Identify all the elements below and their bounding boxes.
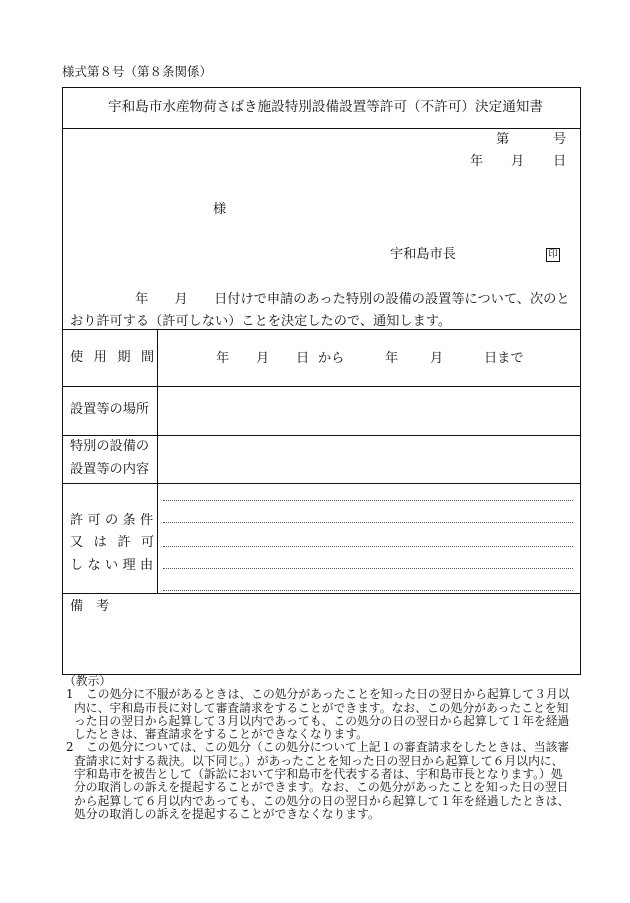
note-2-text: から起算して６月以内であっても、この処分の日の翌日から起算して１年を経過したときは、	[74, 793, 570, 808]
equipment-row-rule	[62, 483, 581, 484]
note-2-text: 分の取消しの訴えを提起することができます。なお、この処分があったことを知った日の翌日	[74, 780, 569, 795]
date-day: 日	[553, 154, 567, 169]
conditions-label-line-3: しない理由	[70, 558, 158, 573]
note-1-text: 内に、宇和島市長に対して審査請求をすることができます。なお、この処分があったことを知	[74, 700, 569, 715]
note-1-marker: 1	[66, 687, 74, 702]
note-2-line	[64, 781, 584, 794]
period-start-year: 年	[216, 351, 230, 366]
note-2-line	[64, 808, 584, 821]
note-1-line	[64, 688, 584, 701]
note-1-line	[64, 728, 584, 741]
equipment-label-line-1: 特別の設備の	[70, 439, 150, 454]
seal-mark: 印	[546, 248, 560, 262]
location-row-rule	[62, 435, 581, 436]
period-end-month: 月	[430, 351, 444, 366]
note-1-text: したときは、審査請求をすることができなくなります。	[74, 727, 368, 742]
body-line-1: 年 月 日付けで申請のあった特別の設備の設置等について、次のと	[135, 292, 570, 307]
period-from: から	[318, 351, 345, 366]
conditions-dotted-line	[163, 500, 573, 501]
date-year: 年	[470, 154, 484, 169]
conditions-label-line-1: 許可の条件	[70, 513, 158, 528]
note-1-line	[64, 702, 584, 715]
period-start-month: 月	[256, 351, 270, 366]
remarks-label: 備考	[70, 599, 122, 614]
usage-period-row-rule	[62, 386, 581, 387]
note-1-line	[64, 715, 584, 728]
period-end-day: 日まで	[484, 351, 524, 366]
note-2-text: この処分については、この処分（この処分について上記１の審査請求をしたときは、当該審	[86, 740, 570, 755]
conditions-label-line-2: 又は許可	[70, 535, 165, 550]
conditions-dotted-line	[163, 568, 573, 569]
instructions-heading-line	[64, 675, 584, 688]
note-2-text: 査請求に対する裁決。以下同じ。）があったことを知った日の翌日から起算して６月以内に、	[74, 753, 564, 768]
note-2-line	[64, 755, 584, 768]
note-2-line	[64, 741, 584, 754]
note-2-text: 処分の取消しの訴えを提起することができなくなります。	[74, 806, 380, 821]
form-number: 様式第８号（第８条関係）	[62, 64, 213, 79]
conditions-dotted-line	[163, 546, 573, 547]
document-title: 宇和島市水産物荷さばき施設特別設備設置等許可（不許可）決定通知書	[108, 99, 543, 115]
addressee-suffix: 様	[213, 202, 227, 217]
note-1-text: この処分に不服があるときは、この処分があったことを知った日の翌日から起算して３月以	[86, 687, 570, 702]
conditions-dotted-line	[163, 590, 573, 591]
title-row-rule	[62, 128, 581, 129]
note-2-line	[64, 795, 584, 808]
note-2-text: 宇和島市を被告として（訴訟において宇和島市を代表する者は、宇和島市長となります。）処	[74, 767, 563, 782]
location-label: 設置等の場所	[70, 402, 150, 417]
note-1-text: った日の翌日から起算して３月以内であっても、この処分の日の翌日から起算して１年を経過	[74, 713, 570, 728]
number-prefix: 第	[496, 132, 510, 147]
body-line-2: おり許可する（許可しない）ことを決定したので、通知します。	[70, 314, 452, 329]
label-column-rule	[157, 329, 158, 593]
equipment-label-line-2: 設置等の内容	[70, 462, 150, 477]
conditions-dotted-line	[163, 522, 573, 523]
instructions-section	[64, 675, 584, 821]
note-2-line	[64, 768, 584, 781]
usage-period-label: 使用期間	[70, 350, 165, 365]
notice-table	[62, 87, 581, 675]
period-end-year: 年	[385, 351, 399, 366]
instructions-heading: （教示）	[64, 674, 112, 688]
number-suffix: 号	[553, 132, 567, 147]
date-month: 月	[511, 154, 525, 169]
note-2-marker: 2	[66, 740, 74, 755]
conditions-row-rule	[62, 593, 581, 594]
issuer-name: 宇和島市長	[390, 247, 456, 262]
period-start-day: 日	[296, 351, 310, 366]
